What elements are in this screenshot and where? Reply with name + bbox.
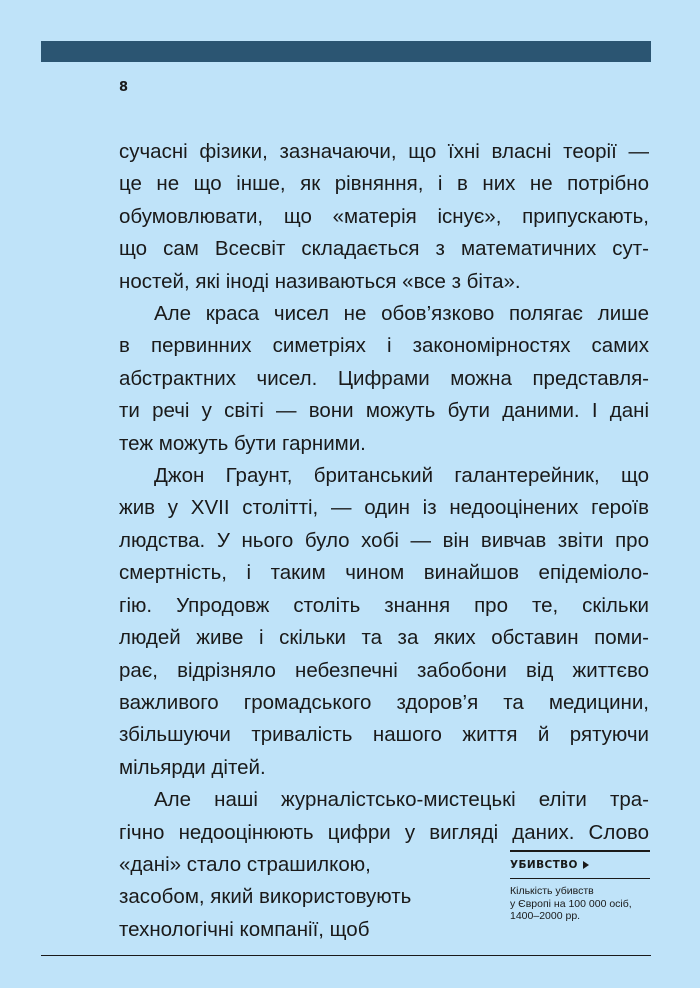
text-line: людства. У нього було хобі — він вивчав звіти про xyxy=(119,528,649,552)
main-text xyxy=(119,136,649,946)
page-number: 8 xyxy=(119,80,129,95)
text-line: гію. Упродовж століть знання про те, скільки xyxy=(119,593,649,617)
text-line: абстрактних чисел. Цифрами можна представля- xyxy=(119,366,649,390)
text-line: збільшуючи тривалість нашого життя й рятуючи xyxy=(119,723,649,747)
play-arrow-icon xyxy=(583,861,589,869)
caption-line: у Європі на 100 000 осіб, xyxy=(510,897,632,910)
text-line: смертність, і таким чином винайшов епідеміоло- xyxy=(119,561,649,585)
text-line: мільярди дітей. xyxy=(119,755,266,779)
text-line: Але краса чисел не обов’язково полягає лише xyxy=(154,302,649,326)
text-line: «дані» стало страшилкою, xyxy=(119,852,371,876)
caption-line: 1400–2000 рр. xyxy=(510,910,581,922)
text-line: обумовлювати, що «матерія існує», припускають, xyxy=(119,204,649,228)
text-line: в первинних симетріях і закономірностях самих xyxy=(119,334,649,358)
text-line: жив у XVII столітті, — один із недооцінених героїв xyxy=(119,496,649,520)
sidebar-heading xyxy=(510,858,650,872)
text-line: ти речі у світі — вони можуть бути даними. І дані xyxy=(119,399,649,423)
text-line: теж можуть бути гарними. xyxy=(119,431,366,455)
sidebar-note xyxy=(510,850,650,923)
text-line: технологічні компанії, щоб xyxy=(119,917,370,941)
text-line: засобом, який використовують xyxy=(119,885,412,909)
text-line: що сам Всесвіт складається з математичних сут- xyxy=(119,237,649,261)
text-line: сучасні фізики, зазначаючи, що їхні власні теорії — xyxy=(119,140,649,163)
header-bar xyxy=(41,41,651,62)
sidebar-top-rule xyxy=(510,850,650,852)
sidebar-title: УБИВСТВО xyxy=(510,859,578,871)
text-line: гічно недооцінюють цифри у вигляді даних. Слово xyxy=(119,820,649,844)
text-line: Але наші журналістсько-мистецькі еліти тра- xyxy=(154,788,649,812)
text-line: рає, відрізняло небезпечні забобони від життєво xyxy=(119,658,649,682)
text-line: людей живе і скільки та за яких обставин поми- xyxy=(119,626,649,650)
text-line: ностей, які іноді називаються «все з біта». xyxy=(119,269,521,293)
text-line: Джон Граунт, британський галантерейник, що xyxy=(154,464,649,488)
text-line: важливого громадського здоров’я та медицини, xyxy=(119,690,649,714)
sidebar-divider xyxy=(510,878,650,879)
text-line: це не що інше, як рівняння, і в них не потрібно xyxy=(119,172,649,196)
sidebar-caption xyxy=(510,885,650,923)
caption-line: Кількість убивств xyxy=(510,885,594,897)
footer-rule xyxy=(41,955,651,956)
